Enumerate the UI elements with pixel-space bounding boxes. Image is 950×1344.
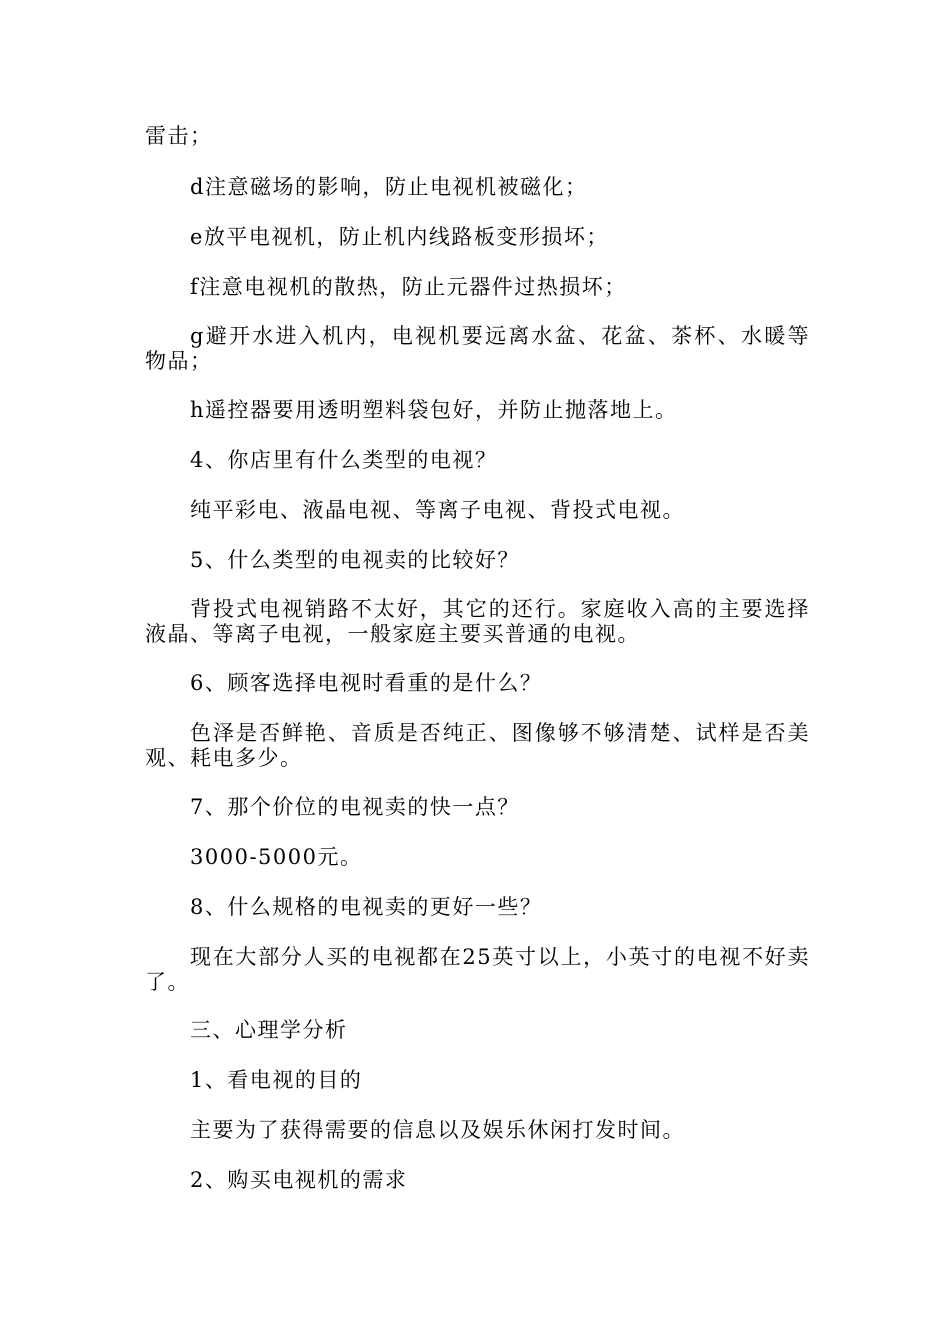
answer-text: 纯平彩电、液晶电视、等离子电视、背投式电视。 xyxy=(190,498,685,522)
paragraph-text: g避开水进入机内，电视机要远离水盆、花盆、茶杯、水暖等物品； xyxy=(145,324,810,373)
question-heading: 5、什么类型的电视卖的比较好？ xyxy=(190,548,520,572)
paragraph-text: 雷击； xyxy=(145,124,213,148)
question-heading: 4、你店里有什么类型的电视？ xyxy=(190,448,498,472)
question-heading: 7、那个价位的电视卖的快一点？ xyxy=(190,795,520,819)
question-heading: 8、什么规格的电视卖的更好一些？ xyxy=(190,895,543,919)
section-heading: 三、心理学分析 xyxy=(190,1018,348,1042)
answer-text: 3000-5000元。 xyxy=(190,845,363,869)
paragraph-text: 主要为了获得需要的信息以及娱乐休闲打发时间。 xyxy=(190,1118,685,1142)
answer-text: 现在大部分人买的电视都在25英寸以上，小英寸的电视不好卖了。 xyxy=(145,945,810,994)
paragraph-text: h遥控器要用透明塑料袋包好，并防止抛落地上。 xyxy=(190,398,678,422)
paragraph-text: f注意电视机的散热，防止元器件过热损坏； xyxy=(190,275,627,299)
paragraph-text: d注意磁场的影响，防止电视机被磁化； xyxy=(190,175,588,199)
subsection-heading: 2、购买电视机的需求 xyxy=(190,1168,408,1192)
answer-text: 色泽是否鲜艳、音质是否纯正、图像够不够清楚、试样是否美观、耗电多少。 xyxy=(145,721,810,770)
question-heading: 6、顾客选择电视时看重的是什么？ xyxy=(190,671,543,695)
answer-text: 背投式电视销路不太好，其它的还行。家庭收入高的主要选择液晶、等离子电视，一般家庭主要买普通的电视。 xyxy=(145,597,810,646)
paragraph-text: e放平电视机，防止机内线路板变形损坏； xyxy=(190,225,609,249)
subsection-heading: 1、看电视的目的 xyxy=(190,1068,363,1092)
